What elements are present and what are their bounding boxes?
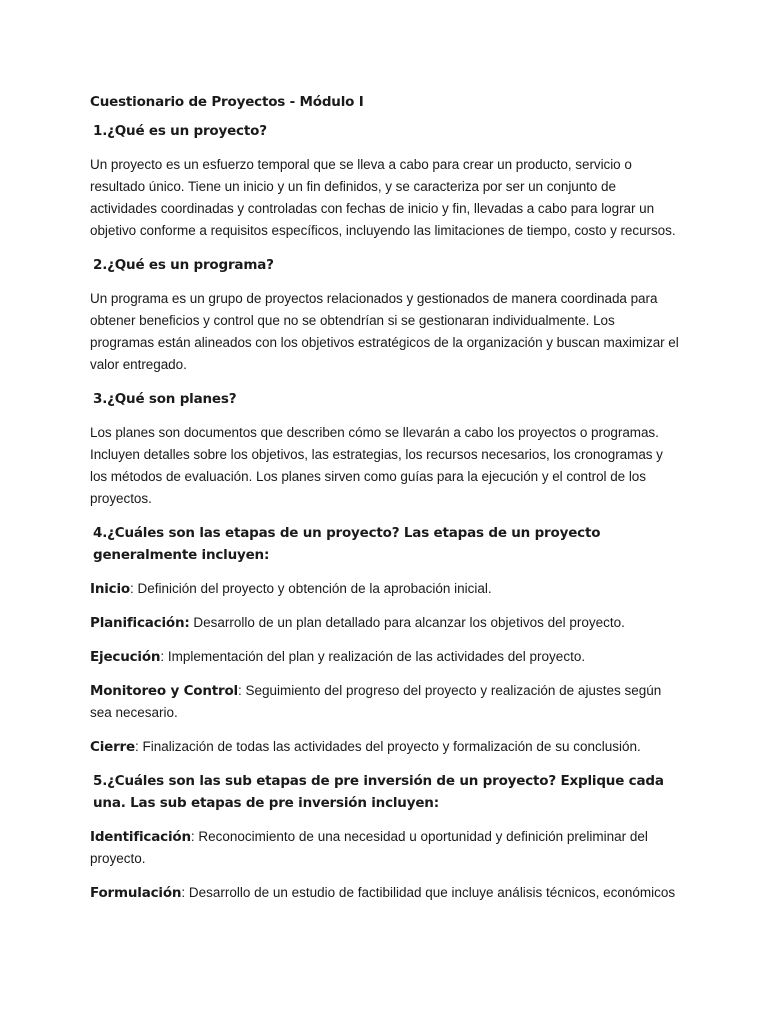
stage-name: Monitoreo y Control: [90, 683, 238, 699]
stage-cierre: [90, 736, 682, 758]
stage-description: : Definición del proyecto y obtención de la aprobación inicial.: [129, 581, 492, 596]
stage-planificacion: [90, 612, 682, 634]
stage-name: Inicio: [90, 581, 130, 597]
substage-description: : Reconocimiento de una necesidad u oportunidad y definición preliminar del proyecto.: [90, 829, 648, 866]
substage-description: : Desarrollo de un estudio de factibilidad que incluye análisis técnicos, económicos: [181, 885, 676, 900]
stage-monitoreo: [90, 680, 682, 724]
stage-description: : Seguimiento del progreso del proyecto y realización de ajustes según sea necesario.: [90, 683, 662, 720]
stage-name: Cierre: [90, 739, 135, 755]
substage-identificacion: [90, 826, 682, 870]
answer-1: Un proyecto es un esfuerzo temporal que se lleva a cabo para crear un producto, servicio o resultado único. Tiene un inicio y un fin definidos, y se caracteriza por ser un conjunto de actividades coordinadas y controladas con fechas de inicio y fin, llevadas a cabo para lograr un objetivo conforme a requisitos específicos, incluyendo las limitaciones de tiempo, costo y recursos.: [90, 157, 676, 238]
question-1: 1.¿Qué es un proyecto?: [93, 123, 267, 139]
substage-name: Formulación: [90, 885, 182, 901]
substage-name: Identificación: [90, 829, 191, 845]
document-content: [90, 92, 682, 916]
question-5: 5.¿Cuáles son las sub etapas de pre inversión de un proyecto? Explique cada una. Las sub etapas de pre inversión incluyen:: [93, 773, 664, 811]
question-2: 2.¿Qué es un programa?: [93, 257, 274, 273]
document-title: Cuestionario de Proyectos - Módulo I: [90, 94, 364, 110]
answer-3: Los planes son documentos que describen cómo se llevarán a cabo los proyectos o programas. Incluyen detalles sobre los objetivos, las estrategias, los recursos necesarios, los cronogramas y los métodos de evaluación. Los planes sirven como guías para la ejecución y el control de los proyectos.: [90, 425, 663, 506]
stage-description: Desarrollo de un plan detallado para alcanzar los objetivos del proyecto.: [189, 615, 625, 630]
stage-name: Ejecución: [90, 649, 161, 665]
substage-formulacion: [90, 882, 682, 904]
answer-2: Un programa es un grupo de proyectos relacionados y gestionados de manera coordinada para obtener beneficios y control que no se obtendrían si se gestionaran individualmente. Los programas están alineados con los objetivos estratégicos de la organización y buscan maximizar el valor entregado.: [90, 291, 679, 372]
stage-ejecucion: [90, 646, 682, 668]
stage-description: : Implementación del plan y realización de las actividades del proyecto.: [160, 649, 586, 664]
stage-description: : Finalización de todas las actividades del proyecto y formalización de su conclusión.: [134, 739, 641, 754]
stage-name: Planificación:: [90, 615, 190, 631]
question-4: 4.¿Cuáles son las etapas de un proyecto? Las etapas de un proyecto generalmente incluyen:: [93, 525, 601, 563]
question-3: 3.¿Qué son planes?: [93, 391, 237, 407]
stage-inicio: [90, 578, 682, 600]
